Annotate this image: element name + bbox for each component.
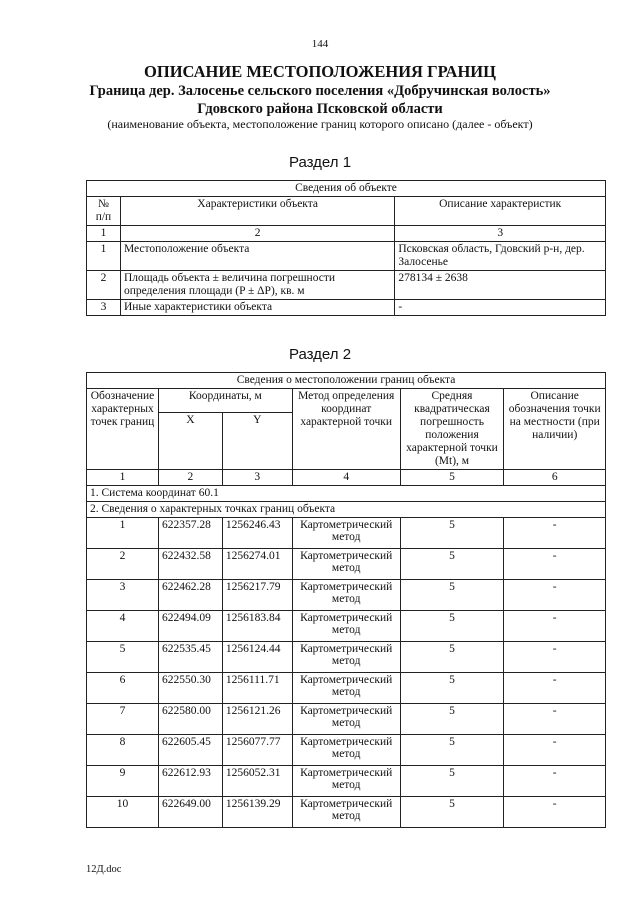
table-row: [87, 549, 606, 580]
point-number: 10: [87, 797, 159, 828]
boundary-caption: Сведения о местоположении границ объекта: [87, 373, 606, 389]
coordinate-y: 1256139.29: [222, 797, 292, 828]
coordinate-x: 622535.45: [158, 642, 222, 673]
mean-error: 5: [400, 735, 504, 766]
object-info-table: [86, 180, 606, 316]
point-number: 1: [87, 518, 159, 549]
header-num: № п/п: [87, 197, 121, 226]
mean-error: 5: [400, 797, 504, 828]
method: Картометрический метод: [292, 797, 400, 828]
method: Картометрический метод: [292, 642, 400, 673]
point-number: 2: [87, 549, 159, 580]
method: Картометрический метод: [292, 766, 400, 797]
row-description: -: [395, 300, 606, 316]
header-x: X: [158, 413, 222, 470]
table-row: [87, 704, 606, 735]
index-cell: 2: [158, 470, 222, 486]
points-body: [87, 518, 606, 828]
method: Картометрический метод: [292, 580, 400, 611]
point-description: -: [504, 797, 606, 828]
index-cell: 3: [222, 470, 292, 486]
point-description: -: [504, 611, 606, 642]
coordinate-x: 622612.93: [158, 766, 222, 797]
coordinate-x: 622580.00: [158, 704, 222, 735]
coordinate-y: 1256111.71: [222, 673, 292, 704]
coordinate-y: 1256246.43: [222, 518, 292, 549]
index-cell: 5: [400, 470, 504, 486]
file-name: 12Д.doc: [86, 864, 122, 875]
index-cell: 3: [395, 226, 606, 242]
row-description: 278134 ± 2638: [395, 271, 606, 300]
header-y: Y: [222, 413, 292, 470]
index-cell: 1: [87, 470, 159, 486]
coordinate-y: 1256124.44: [222, 642, 292, 673]
method: Картометрический метод: [292, 704, 400, 735]
point-description: -: [504, 673, 606, 704]
method: Картометрический метод: [292, 673, 400, 704]
coordinate-x: 622550.30: [158, 673, 222, 704]
header-point-description: Описание обозначения точки на местности (при наличии): [504, 389, 606, 470]
coordinate-y: 1256274.01: [222, 549, 292, 580]
point-description: -: [504, 580, 606, 611]
index-cell: 4: [292, 470, 400, 486]
point-number: 6: [87, 673, 159, 704]
table-row: [87, 797, 606, 828]
table-row: [87, 766, 606, 797]
row-characteristic: Иные характеристики объекта: [120, 300, 394, 316]
mean-error: 5: [400, 611, 504, 642]
point-description: -: [504, 766, 606, 797]
coordinate-x: 622462.28: [158, 580, 222, 611]
coordinate-y: 1256121.26: [222, 704, 292, 735]
point-number: 7: [87, 704, 159, 735]
table-row: [87, 271, 606, 300]
point-number: 3: [87, 580, 159, 611]
point-number: 5: [87, 642, 159, 673]
coordinate-x: 622649.00: [158, 797, 222, 828]
mean-error: 5: [400, 549, 504, 580]
table-row: [87, 673, 606, 704]
document-subtitle: [0, 82, 640, 118]
coordinate-system-row: 1. Система координат 60.1: [87, 486, 606, 502]
points-section-row: 2. Сведения о характерных точках границ объекта: [87, 502, 606, 518]
point-number: 9: [87, 766, 159, 797]
header-characteristics: Характеристики объекта: [120, 197, 394, 226]
table-row: [87, 518, 606, 549]
mean-error: 5: [400, 766, 504, 797]
point-description: -: [504, 704, 606, 735]
coordinate-y: 1256052.31: [222, 766, 292, 797]
row-num: 1: [87, 242, 121, 271]
method: Картометрический метод: [292, 518, 400, 549]
coordinate-y: 1256077.77: [222, 735, 292, 766]
index-cell: 2: [120, 226, 394, 242]
object-info-caption: Сведения об объекте: [87, 181, 606, 197]
index-cell: 1: [87, 226, 121, 242]
coordinate-x: 622357.28: [158, 518, 222, 549]
subtitle-line-2: Гдовского района Псковской области: [197, 101, 443, 117]
coordinate-x: 622494.09: [158, 611, 222, 642]
coordinate-x: 622605.45: [158, 735, 222, 766]
header-description: Описание характеристик: [395, 197, 606, 226]
row-num: 3: [87, 300, 121, 316]
title-note: (наименование объекта, местоположение границ которого описано (далее - объект): [107, 117, 533, 131]
mean-error: 5: [400, 518, 504, 549]
coordinate-x: 622432.58: [158, 549, 222, 580]
row-num: 2: [87, 271, 121, 300]
coordinate-y: 1256217.79: [222, 580, 292, 611]
point-number: 4: [87, 611, 159, 642]
mean-error: 5: [400, 704, 504, 735]
header-points: Обозначение характерных точек границ: [87, 389, 159, 470]
header-error: Средняя квадратическая погрешность положения характерной точки (Mt), м: [400, 389, 504, 470]
table-row: [87, 242, 606, 271]
boundary-points-table: [86, 372, 606, 828]
method: Картометрический метод: [292, 735, 400, 766]
mean-error: 5: [400, 580, 504, 611]
method: Картометрический метод: [292, 549, 400, 580]
mean-error: 5: [400, 673, 504, 704]
coordinate-y: 1256183.84: [222, 611, 292, 642]
table-row: [87, 735, 606, 766]
method: Картометрический метод: [292, 611, 400, 642]
document-title: ОПИСАНИЕ МЕСТОПОЛОЖЕНИЯ ГРАНИЦ: [144, 62, 496, 81]
header-coordinates: Координаты, м: [158, 389, 292, 413]
row-characteristic: Площадь объекта ± величина погрешности определения площади (P ± ΔP), кв. м: [120, 271, 394, 300]
mean-error: 5: [400, 642, 504, 673]
point-description: -: [504, 549, 606, 580]
point-description: -: [504, 642, 606, 673]
table-row: [87, 300, 606, 316]
table-row: [87, 642, 606, 673]
table-row: [87, 580, 606, 611]
point-description: -: [504, 735, 606, 766]
subtitle-line-1: Граница дер. Залосенье сельского поселения «Добручинская волость»: [89, 83, 551, 99]
point-number: 8: [87, 735, 159, 766]
row-description: Псковская область, Гдовский р-н, дер. Залосенье: [395, 242, 606, 271]
row-characteristic: Местоположение объекта: [120, 242, 394, 271]
point-description: -: [504, 518, 606, 549]
section-2-title: Раздел 2: [288, 346, 352, 363]
table-row: [87, 611, 606, 642]
index-cell: 6: [504, 470, 606, 486]
page-number: 144: [311, 38, 329, 50]
header-method: Метод определения координат характерной точки: [292, 389, 400, 470]
section-1-title: Раздел 1: [288, 154, 352, 171]
